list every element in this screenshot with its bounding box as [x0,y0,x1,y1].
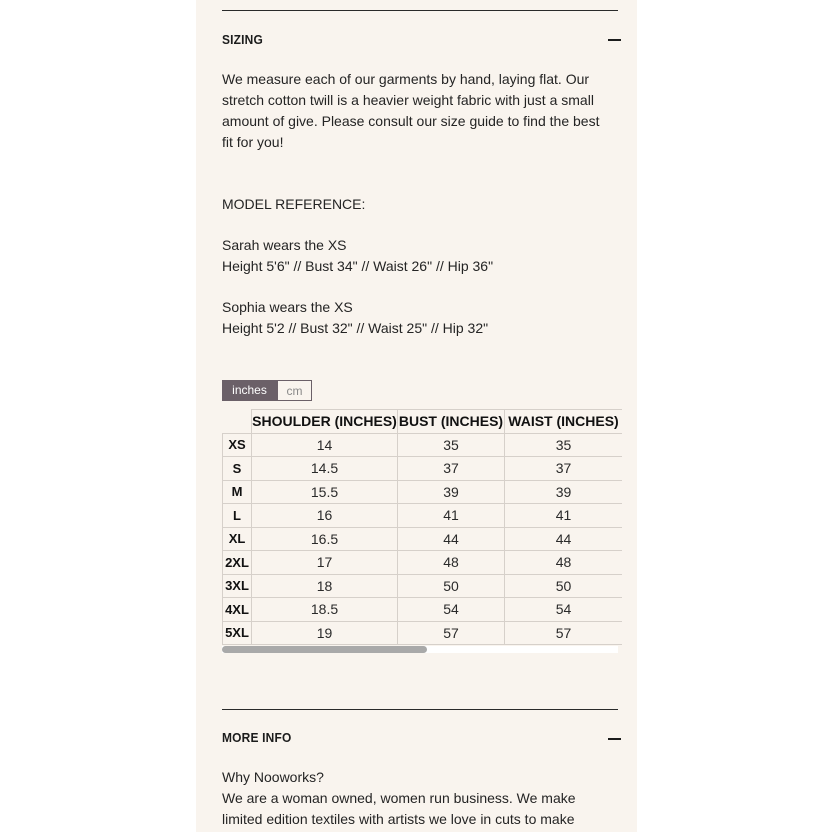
more-info-line: We are a woman owned, women run business. We make [222,790,576,806]
table-row [223,527,623,551]
waist-cell: 57 [505,621,623,645]
section-divider [222,709,618,710]
bust-cell: 39 [398,480,505,504]
bust-cell: 57 [398,621,505,645]
more-info-line: limited edition textiles with artists we love in cuts to make [222,811,575,827]
bust-cell: 41 [398,504,505,528]
column-header-size [223,410,252,434]
size-cell: XL [223,527,252,551]
table-header-row [223,410,623,434]
table-row [223,504,623,528]
description-line: fit for you! [222,134,284,150]
unit-toggle [222,380,312,401]
table-scrollbar[interactable] [222,646,618,653]
more-info-line: Why Nooworks? [222,769,324,785]
bust-cell: 54 [398,598,505,622]
model-stats: Height 5'2 // Bust 32" // Waist 25" // Hip 32" [222,320,489,336]
model-stats: Height 5'6" // Bust 34" // Waist 26" // Hip 36" [222,258,494,274]
size-cell: L [223,504,252,528]
product-details-panel [196,0,637,832]
table-row [223,433,623,457]
table-row [223,457,623,481]
waist-cell: 54 [505,598,623,622]
model-sophia [222,297,626,339]
size-cell: S [223,457,252,481]
waist-cell: 37 [505,457,623,481]
size-cell: M [223,480,252,504]
bust-cell: 35 [398,433,505,457]
more-info-text [222,767,626,830]
size-cell: 4XL [223,598,252,622]
shoulder-cell: 17 [252,551,398,575]
collapse-icon[interactable] [608,738,621,740]
model-reference-heading: MODEL REFERENCE: [222,196,366,212]
size-cell: 3XL [223,574,252,598]
table-row [223,621,623,645]
table-row [223,551,623,575]
bust-cell: 37 [398,457,505,481]
shoulder-cell: 19 [252,621,398,645]
size-cell: XS [223,433,252,457]
bust-cell: 50 [398,574,505,598]
description-line: amount of give. Please consult our size guide to find the best [222,113,600,129]
waist-cell: 41 [505,504,623,528]
size-cell: 2XL [223,551,252,575]
column-header-waist: WAIST (INCHES) [505,410,623,434]
description-line: We measure each of our garments by hand, laying flat. Our [222,71,590,87]
scrollbar-thumb[interactable] [222,646,427,653]
shoulder-cell: 14 [252,433,398,457]
waist-cell: 50 [505,574,623,598]
table-row [223,598,623,622]
description-line: stretch cotton twill is a heavier weight fabric with just a small [222,92,594,108]
cm-tab[interactable]: cm [277,380,312,401]
table-row [223,480,623,504]
shoulder-cell: 18.5 [252,598,398,622]
size-table [222,409,622,645]
section-divider [222,10,618,11]
model-sarah [222,235,626,277]
bust-cell: 44 [398,527,505,551]
more-info-title[interactable]: MORE INFO [222,730,292,745]
shoulder-cell: 16 [252,504,398,528]
shoulder-cell: 18 [252,574,398,598]
sizing-title[interactable]: SIZING [222,32,263,47]
model-name: Sophia wears the XS [222,299,353,315]
collapse-icon[interactable] [608,39,621,41]
column-header-bust: BUST (INCHES) [398,410,505,434]
column-header-shoulder: SHOULDER (INCHES) [252,410,398,434]
bust-cell: 48 [398,551,505,575]
waist-cell: 44 [505,527,623,551]
size-cell: 5XL [223,621,252,645]
waist-cell: 35 [505,433,623,457]
table-row [223,574,623,598]
shoulder-cell: 15.5 [252,480,398,504]
inches-tab[interactable]: inches [222,380,277,401]
waist-cell: 48 [505,551,623,575]
shoulder-cell: 14.5 [252,457,398,481]
model-name: Sarah wears the XS [222,237,347,253]
shoulder-cell: 16.5 [252,527,398,551]
size-chart [222,409,622,645]
waist-cell: 39 [505,480,623,504]
sizing-description [222,69,626,153]
